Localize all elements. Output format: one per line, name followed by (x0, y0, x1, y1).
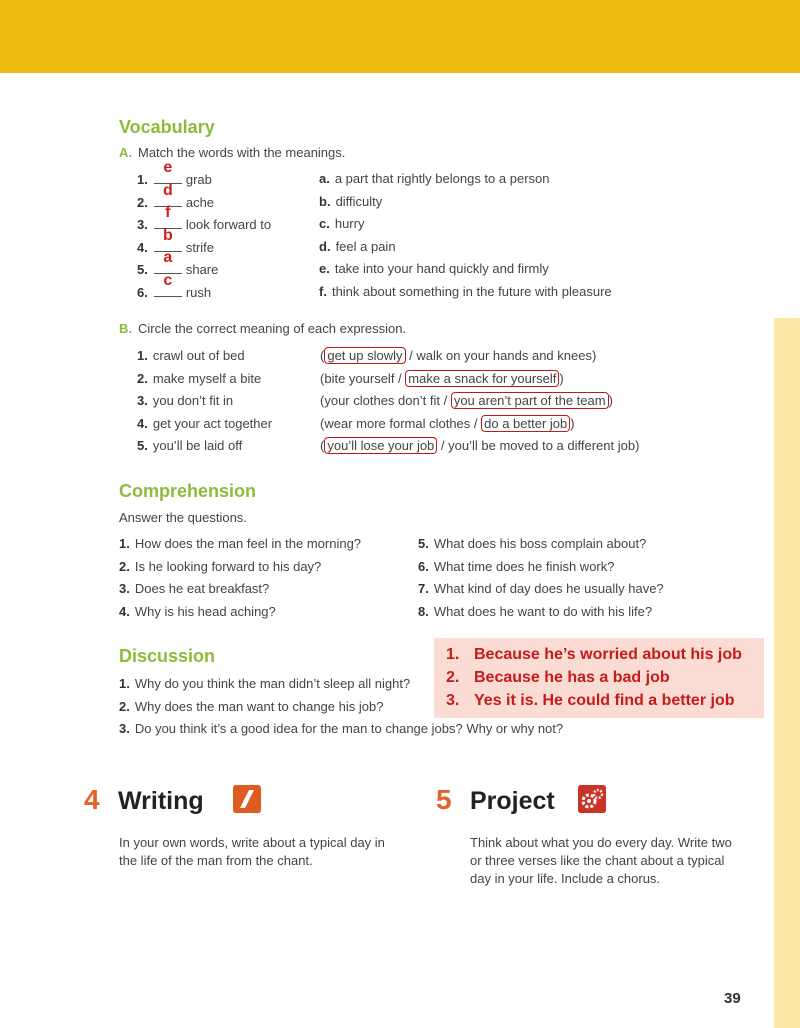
expression-item (137, 391, 233, 411)
question-number: 2. (119, 558, 130, 574)
meaning-options (320, 436, 639, 456)
question-item (418, 579, 664, 599)
option-separator: / (394, 370, 406, 386)
question-text: Why does the man want to change his job? (134, 698, 384, 714)
vocab-word: grab (185, 172, 212, 187)
expression-text: get your act together (152, 415, 273, 431)
option-2[interactable]: do a better job (481, 415, 570, 432)
item-number: 3. (137, 217, 148, 233)
meaning-letter: b. (319, 193, 331, 209)
instruction-text: Match the words with the meanings. (138, 145, 346, 160)
item-number: 1. (137, 348, 148, 363)
meaning-text: take into your hand quickly and firmly (334, 261, 549, 277)
question-number: 5. (418, 536, 429, 551)
meaning-letter: c. (319, 216, 330, 232)
close-paren: ) (570, 415, 575, 431)
comprehension-heading: Comprehension (119, 481, 257, 501)
writing-title: Writing (118, 787, 204, 815)
option-2[interactable]: walk on your hands and knees (416, 348, 592, 363)
discussion-question (119, 697, 383, 717)
question-number: 8. (418, 603, 429, 619)
question-number: 3. (119, 721, 130, 737)
handwritten-answer: b (162, 226, 173, 244)
expression-item (137, 414, 272, 434)
meaning-text: think about something in the future with pleasure (331, 284, 612, 299)
meaning-item (319, 169, 549, 189)
answer-blank[interactable] (154, 272, 182, 297)
question-number: 7. (418, 581, 429, 597)
expression-item (137, 369, 261, 389)
discussion-question (119, 719, 563, 739)
item-number: 2. (137, 370, 148, 386)
meaning-item (319, 214, 364, 234)
project-instructions: Think about what you do every day. Write two or three verses like the chant about a typical day in your life. Include a chorus. (470, 835, 732, 886)
project-title: Project (470, 787, 555, 815)
item-number: 5. (137, 438, 148, 454)
project-section-number: 5 (436, 784, 452, 815)
vocab-item (137, 272, 212, 302)
close-paren: ) (635, 438, 640, 454)
page-number: 39 (724, 990, 741, 1007)
question-number: 4. (119, 603, 130, 619)
meaning-text: feel a pain (335, 238, 396, 254)
expression-text: crawl out of bed (152, 348, 245, 363)
question-item (119, 534, 361, 554)
option-2[interactable]: you’ll be moved to a different job (448, 438, 636, 454)
comprehension-instruction: Answer the questions. (119, 510, 247, 525)
handwritten-answer: a (163, 249, 173, 267)
meaning-letter: e. (319, 261, 330, 277)
item-number: 1. (137, 172, 148, 187)
option-2[interactable]: you aren’t part of the team (451, 392, 609, 409)
part-a-letter: A. (119, 145, 132, 160)
question-text: Why is his head aching? (134, 603, 276, 619)
question-number: 2. (119, 698, 130, 714)
question-item (119, 579, 269, 599)
option-separator: / (437, 438, 449, 454)
expression-item (137, 346, 245, 366)
item-number: 3. (137, 393, 148, 409)
meaning-item (319, 259, 549, 279)
pencil-icon (233, 785, 261, 813)
question-item (418, 534, 646, 554)
answer-text: Because he’s worried about his job (474, 646, 742, 663)
top-banner (0, 0, 800, 73)
handwritten-answer: f (165, 204, 171, 222)
open-paren: ( (320, 438, 325, 454)
meaning-options (320, 391, 613, 411)
question-item (418, 602, 652, 622)
question-item (418, 557, 614, 577)
close-paren: ) (591, 348, 597, 363)
meaning-item (319, 192, 382, 212)
question-text: Why do you think the man didn’t sleep all night? (134, 676, 411, 691)
meaning-options (320, 414, 575, 434)
discussion-answer-box (434, 638, 764, 718)
open-paren: ( (320, 348, 325, 363)
vocabulary-heading: Vocabulary (119, 117, 215, 137)
option-1[interactable]: wear more formal clothes (324, 415, 471, 431)
option-separator: / (439, 393, 451, 409)
open-paren: ( (320, 393, 325, 409)
discussion-heading: Discussion (119, 646, 216, 666)
vocab-word: rush (185, 285, 212, 300)
meaning-item (319, 237, 396, 257)
close-paren: ) (559, 370, 564, 386)
expression-text: you’ll be laid off (152, 438, 243, 454)
item-number: 2. (137, 194, 148, 210)
vocab-b-instruction (119, 321, 406, 336)
expression-text: make myself a bite (152, 370, 262, 386)
question-number: 6. (418, 558, 429, 574)
vocab-word: share (185, 262, 219, 278)
question-text: What kind of day does he usually have? (433, 581, 664, 597)
answer-number: 1. (446, 646, 460, 663)
vocab-word: ache (185, 194, 215, 210)
expression-item (137, 436, 242, 456)
option-1[interactable]: bite yourself (324, 370, 395, 386)
option-1[interactable]: your clothes don’t fit (324, 393, 440, 409)
item-number: 4. (137, 239, 148, 255)
question-text: What does he want to do with his life? (433, 603, 653, 619)
discussion-question (119, 674, 410, 694)
vocab-a-instruction (119, 145, 345, 160)
item-number: 4. (137, 415, 148, 431)
close-paren: ) (608, 393, 613, 409)
open-paren: ( (320, 370, 325, 386)
handwritten-answer: d (162, 181, 173, 199)
discussion-answer (446, 646, 742, 664)
question-text: How does the man feel in the morning? (134, 536, 362, 551)
vocab-word: strife (185, 239, 215, 255)
discussion-answer (446, 669, 670, 687)
question-number: 3. (119, 581, 130, 597)
side-tab (774, 318, 800, 1028)
meaning-text: a part that rightly belongs to a person (334, 171, 550, 186)
writing-instructions: In your own words, write about a typical day in the life of the man from the chant. (119, 835, 385, 868)
vocab-word: look forward to (185, 217, 272, 233)
question-number: 1. (119, 536, 130, 551)
meaning-text: hurry (334, 216, 365, 232)
meaning-options (320, 346, 596, 366)
meaning-options (320, 369, 564, 389)
question-number: 1. (119, 676, 130, 691)
item-number: 6. (137, 285, 148, 300)
meaning-letter: d. (319, 238, 331, 254)
question-text: What time does he finish work? (433, 558, 615, 574)
gears-icon (578, 785, 606, 813)
question-text: What does his boss complain about? (433, 536, 647, 551)
answer-number: 3. (446, 692, 460, 709)
meaning-text: difficulty (335, 193, 383, 209)
option-separator: / (470, 415, 482, 431)
meaning-item (319, 282, 612, 302)
question-item (119, 602, 276, 622)
discussion-answer (446, 692, 735, 710)
expression-text: you don’t fit in (152, 393, 234, 409)
meaning-letter: a. (319, 171, 330, 186)
question-text: Is he looking forward to his day? (134, 558, 322, 574)
handwritten-answer: e (163, 159, 173, 176)
question-text: Does he eat breakfast? (134, 581, 270, 597)
handwritten-answer: c (163, 272, 173, 289)
option-1[interactable]: get up slowly (324, 347, 405, 364)
answer-number: 2. (446, 669, 460, 686)
writing-section-number: 4 (84, 784, 100, 815)
option-separator: / (405, 348, 417, 363)
question-text: Do you think it’s a good idea for the man to change jobs? Why or why not? (134, 721, 564, 737)
answer-text: Because he has a bad job (474, 669, 670, 686)
part-b-letter: B. (119, 321, 132, 336)
option-2[interactable]: make a snack for yourself (405, 370, 559, 387)
answer-text: Yes it is. He could find a better job (474, 692, 735, 709)
option-1[interactable]: you’ll lose your job (324, 437, 437, 454)
question-item (119, 557, 321, 577)
meaning-letter: f. (319, 284, 327, 299)
item-number: 5. (137, 262, 148, 278)
open-paren: ( (320, 415, 325, 431)
instruction-text: Circle the correct meaning of each expression. (138, 321, 407, 336)
